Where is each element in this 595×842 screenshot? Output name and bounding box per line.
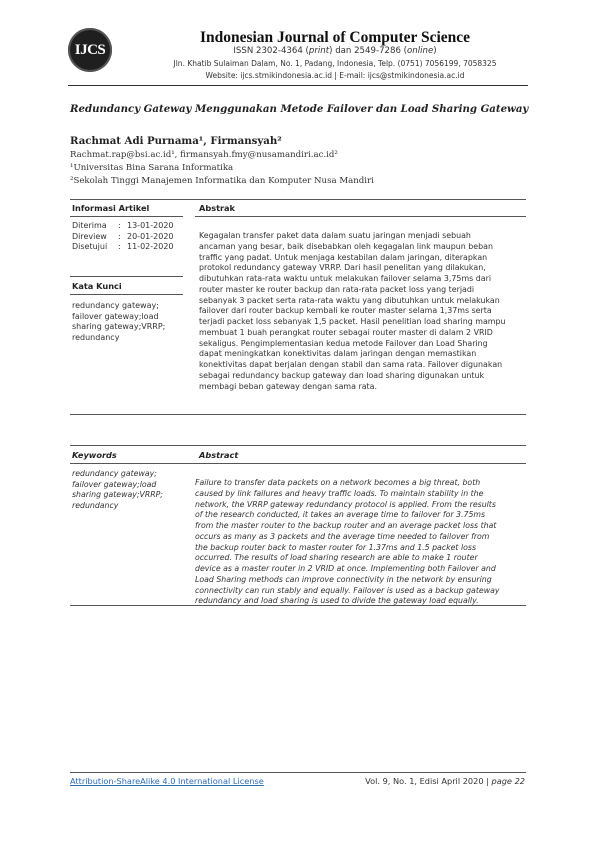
date-row-received <box>72 221 174 232</box>
section-top-rule <box>70 199 526 200</box>
abstract-line: connectivity can run stably and equally. Failover is used as a backup gateway <box>195 585 500 595</box>
abstract-line: device as a master router in 2 VRID at once. Implementing both Failover and <box>195 564 496 573</box>
date-value: 11-02-2020 <box>127 242 174 252</box>
date-label: Disetujui <box>72 242 108 252</box>
abstract-line: caused by link failures and heavy traffic loads. To maintain stability in the <box>195 488 484 498</box>
header-divider <box>68 85 528 86</box>
footer-divider <box>70 772 526 773</box>
affiliation-1: ¹Universitas Bina Sarana Informatika <box>70 163 234 173</box>
issue-page-info <box>365 776 525 786</box>
keyword-line: redundancy gateway; <box>72 469 157 478</box>
section-bottom-rule <box>70 414 526 415</box>
english-heading-rule <box>70 463 526 464</box>
abstrak-line: membagi beban gateway dengan sama rata. <box>199 381 377 391</box>
abstrak-heading: Abstrak <box>199 203 235 213</box>
abstrak-line: dibutuhkan rata-rata waktu untuk melakukan failover selama 3,75ms dari <box>199 274 492 283</box>
abstrak-line: protokol redundancy gateway VRRP. Dari hasil penelitan yang dilakukan, <box>199 263 486 273</box>
date-label: Diterima <box>72 221 107 230</box>
affiliation-2: ²Sekolah Tinggi Manajemen Informatika dan Komputer Nusa Mandiri <box>70 176 374 186</box>
abstrak-line: ancaman yang besar, baik disebabkan oleh kegagalan link maupun beban <box>199 241 494 251</box>
abstrak-line: traffic yang padat. Untuk menjaga kestabilan dalam jaringan, diterapkan <box>199 252 488 262</box>
keywords-top-rule <box>70 276 183 277</box>
abstrak-line: router master ke router backup dan rata-rata packet loss yang terjadi <box>199 284 475 294</box>
abstract-line: Failure to transfer data packets on a network becomes a big threat, both <box>195 478 481 487</box>
date-label: Direview <box>72 231 107 241</box>
keyword-line: failover gateway;load <box>72 479 157 489</box>
abstract-line: of the research conducted, it takes an average time to failover for 3.75ms <box>195 510 486 520</box>
author-list: Rachmat Adi Purnama¹, Firmansyah² <box>70 135 282 147</box>
english-top-rule <box>70 445 526 446</box>
abstract-line: network, the VRRP gateway redundancy protocol is applied. From the results <box>195 499 496 509</box>
abstrak-line: Kegagalan transfer paket data dalam suatu jaringan menjadi sebuah <box>199 231 471 240</box>
abstrak-line: sebanyak 3 packet serta rata-rata waktu yang dibutuhkan untuk melakukan <box>199 295 500 305</box>
paper-title: Redundancy Gateway Menggunakan Metode Failover dan Load Sharing Gateway <box>70 103 529 115</box>
abstrak-heading-rule <box>195 216 526 217</box>
journal-logo: IJCS <box>68 28 112 72</box>
keywords-heading-rule <box>70 294 183 295</box>
keyword-line: redundancy <box>72 333 120 343</box>
abstrak-line: konektivitas dapat berjalan dengan stabil dan sama rata. Failover digunakan <box>199 360 503 369</box>
issue-info: Vol. 9, No. 1, Edisi April 2020 | <box>365 776 492 786</box>
abstract-line: occurs as many as 3 packets and the average time needed to failover from <box>195 531 490 541</box>
journal-address: Jln. Khatib Sulaiman Dalam, No. 1, Padang, Indonesia, Telp. (0751) 7056199, 7058325 <box>173 59 497 68</box>
kata-kunci-heading: Kata Kunci <box>72 281 122 291</box>
license-link[interactable]: Attribution-ShareAlike 4.0 International License <box>70 776 264 786</box>
keywords-list <box>72 469 163 512</box>
abstrak-line: terjadi packet loss sebanyak 1,5 packet. Hasil penelitian load sharing mampu <box>199 317 506 326</box>
date-sep: : <box>118 242 121 252</box>
date-sep: : <box>118 221 121 230</box>
abstrak-line: sebagai redundancy backup gateway dan load sharing digunakan untuk <box>199 370 485 380</box>
english-bottom-rule <box>70 605 526 606</box>
abstract-line: redundancy and load sharing is used to divide the gateway load equally. <box>195 596 479 606</box>
info-heading-rule <box>70 216 183 217</box>
date-sep: : <box>118 231 121 241</box>
info-heading: Informasi Artikel <box>72 203 150 213</box>
abstrak-line: dapat meningkatkan konektivitas dalam jaringan dengan memastikan <box>199 349 477 359</box>
keyword-line: sharing gateway;VRRP; <box>72 490 163 500</box>
keyword-line: sharing gateway;VRRP; <box>72 322 166 332</box>
abstract-line: the backup router back to master router for 1.37ms and 1.5 packet loss <box>195 542 477 552</box>
date-value: 13-01-2020 <box>127 221 174 230</box>
journal-title: Indonesian Journal of Computer Science <box>199 29 471 46</box>
date-value: 20-01-2020 <box>127 231 174 241</box>
keyword-line: redundancy gateway; <box>72 301 159 310</box>
date-row-accepted <box>72 242 174 253</box>
abstrak-line: membuat 1 buah perangkat router sebagai router master di dalam 2 VRID <box>199 327 493 337</box>
author-emails: Rachmat.rap@bsi.ac.id¹, firmansyah.fmy@nusamandiri.ac.id² <box>70 150 338 160</box>
date-row-reviewed <box>72 232 174 243</box>
journal-website: Website: ijcs.stmikindonesia.ac.id | E-mail: ijcs@stmikindonesia.ac.id <box>205 71 465 80</box>
keyword-line: failover gateway;load <box>72 311 159 321</box>
abstract-line: Load Sharing methods can improve connectivity in the network by ensuring <box>195 574 492 584</box>
kata-kunci-list <box>72 301 165 344</box>
abstract-line: from the master router to the backup router and an average packet loss that <box>195 521 497 530</box>
abstrak-body <box>199 231 526 392</box>
abstract-body <box>195 478 516 607</box>
abstract-heading: Abstract <box>199 450 239 460</box>
page-number: page 22 <box>491 776 525 786</box>
journal-issn: ISSN 2302-4364 (print) dan 2549-7286 (online) <box>233 46 437 56</box>
article-dates <box>72 221 174 253</box>
keywords-heading: Keywords <box>72 450 117 460</box>
abstract-line: occurred. The results of load sharing research are able to make 1 router <box>195 553 478 563</box>
abstrak-line: failover dari router backup kembali ke router master selama 1,37ms serta <box>199 306 492 316</box>
abstrak-line: sekaligus. Pengimplementasian kedua metode Failover dan Load Sharing <box>199 338 488 348</box>
keyword-line: redundancy <box>72 501 119 511</box>
